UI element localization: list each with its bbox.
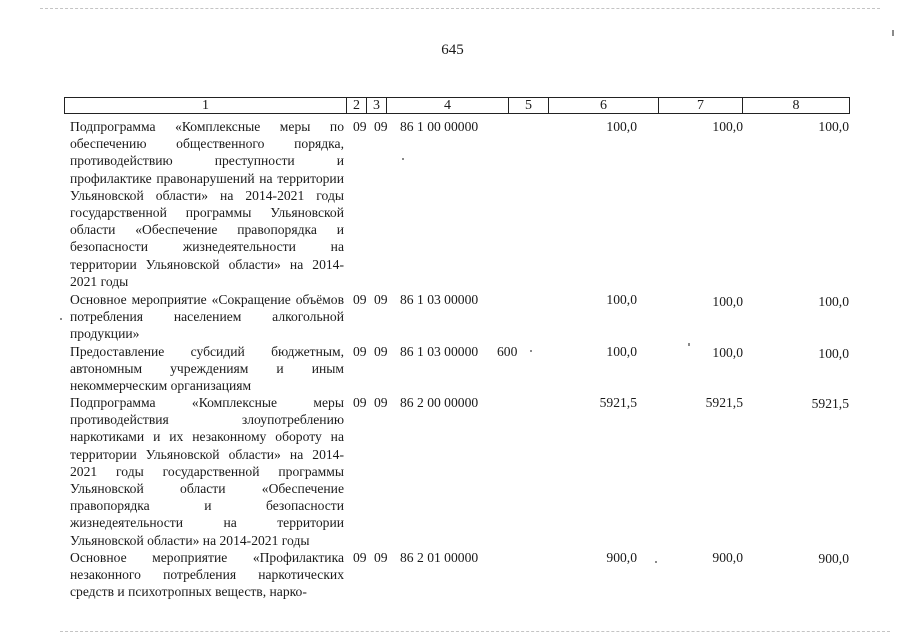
row-col7: 100,0: [712, 294, 743, 309]
column-header-2: 2: [347, 98, 367, 113]
row-col3: 09: [374, 119, 388, 134]
column-header-7: 7: [659, 98, 743, 113]
row-col3: 09: [374, 550, 388, 565]
scan-mark: [892, 30, 894, 36]
row-col3: 09: [374, 395, 388, 410]
scan-edge-bottom: [60, 631, 890, 632]
row-description: Подпрограмма «Комплексные меры по обеспечению общественного порядка, противодействию преступности и профилактике правонарушений на территории Ульяновской области» на 2014-2021 годы государственной программы Ульяновской области «Обеспечение правопорядка и безопасности жизнедеятельности на территории Ульяновской области» на 2014-2021 годы: [70, 119, 344, 289]
row-col8: 100,0: [818, 294, 849, 309]
row-col8: 100,0: [818, 346, 849, 361]
page-number: 645: [441, 42, 464, 58]
row-col4: 86 2 00 00000: [400, 395, 479, 410]
scan-edge-top: [40, 8, 880, 9]
scan-mark: [402, 158, 404, 160]
row-col2: 09: [353, 292, 367, 307]
row-col7: 5921,5: [705, 395, 743, 410]
row-col4: 86 1 00 00000: [400, 119, 479, 134]
row-col8: 5921,5: [811, 396, 849, 411]
table-header-row: [64, 97, 850, 114]
row-col4: 86 1 03 00000: [400, 292, 479, 307]
row-col3: 09: [374, 344, 388, 359]
row-col6: 100,0: [606, 119, 637, 134]
row-col6: 100,0: [606, 344, 637, 359]
row-col2: 09: [353, 550, 367, 565]
row-col6: 5921,5: [599, 395, 637, 410]
column-header-5: 5: [509, 98, 549, 113]
column-header-4: 4: [387, 98, 509, 113]
row-col8: 100,0: [818, 119, 849, 134]
column-header-6: 6: [549, 98, 659, 113]
row-description: Подпрограмма «Комплексные меры противодействия злоупотреблению наркотиками и их незаконному обороту на территории Ульяновской области» на 2014-2021 годы государственной программы Ульяновской области «Обеспечение правопорядка и безопасности жизнедеятельности на территории Ульяновской области» на 2014-2021 годы: [70, 395, 344, 548]
row-col7: 100,0: [712, 119, 743, 134]
scan-mark: [60, 318, 62, 320]
column-header-8: 8: [792, 98, 800, 113]
row-col6: 900,0: [606, 550, 637, 565]
row-col7: 100,0: [712, 345, 743, 360]
row-col2: 09: [353, 395, 367, 410]
row-description: Основное мероприятие «Профилактика незаконного потребления наркотических средств и психотропных веществ, нарко-: [70, 550, 344, 600]
column-header-1: 1: [65, 98, 347, 113]
row-col3: 09: [374, 292, 388, 307]
scan-mark: [530, 350, 532, 352]
row-col2: 09: [353, 119, 367, 134]
row-col5: 600: [497, 344, 518, 359]
row-col4: 86 2 01 00000: [400, 550, 479, 565]
column-header-3: 3: [367, 98, 387, 113]
row-col4: 86 1 03 00000: [400, 344, 479, 359]
row-description: Основное мероприятие «Сокращение объёмов потребления населением алкогольной продукции»: [70, 292, 344, 342]
row-col2: 09: [353, 344, 367, 359]
row-col7: 900,0: [712, 550, 743, 565]
row-col6: 100,0: [606, 292, 637, 307]
row-description: Предоставление субсидий бюджетным, автономным учреждениям и иным некоммерческим организациям: [70, 344, 344, 394]
row-col8: 900,0: [818, 551, 849, 566]
